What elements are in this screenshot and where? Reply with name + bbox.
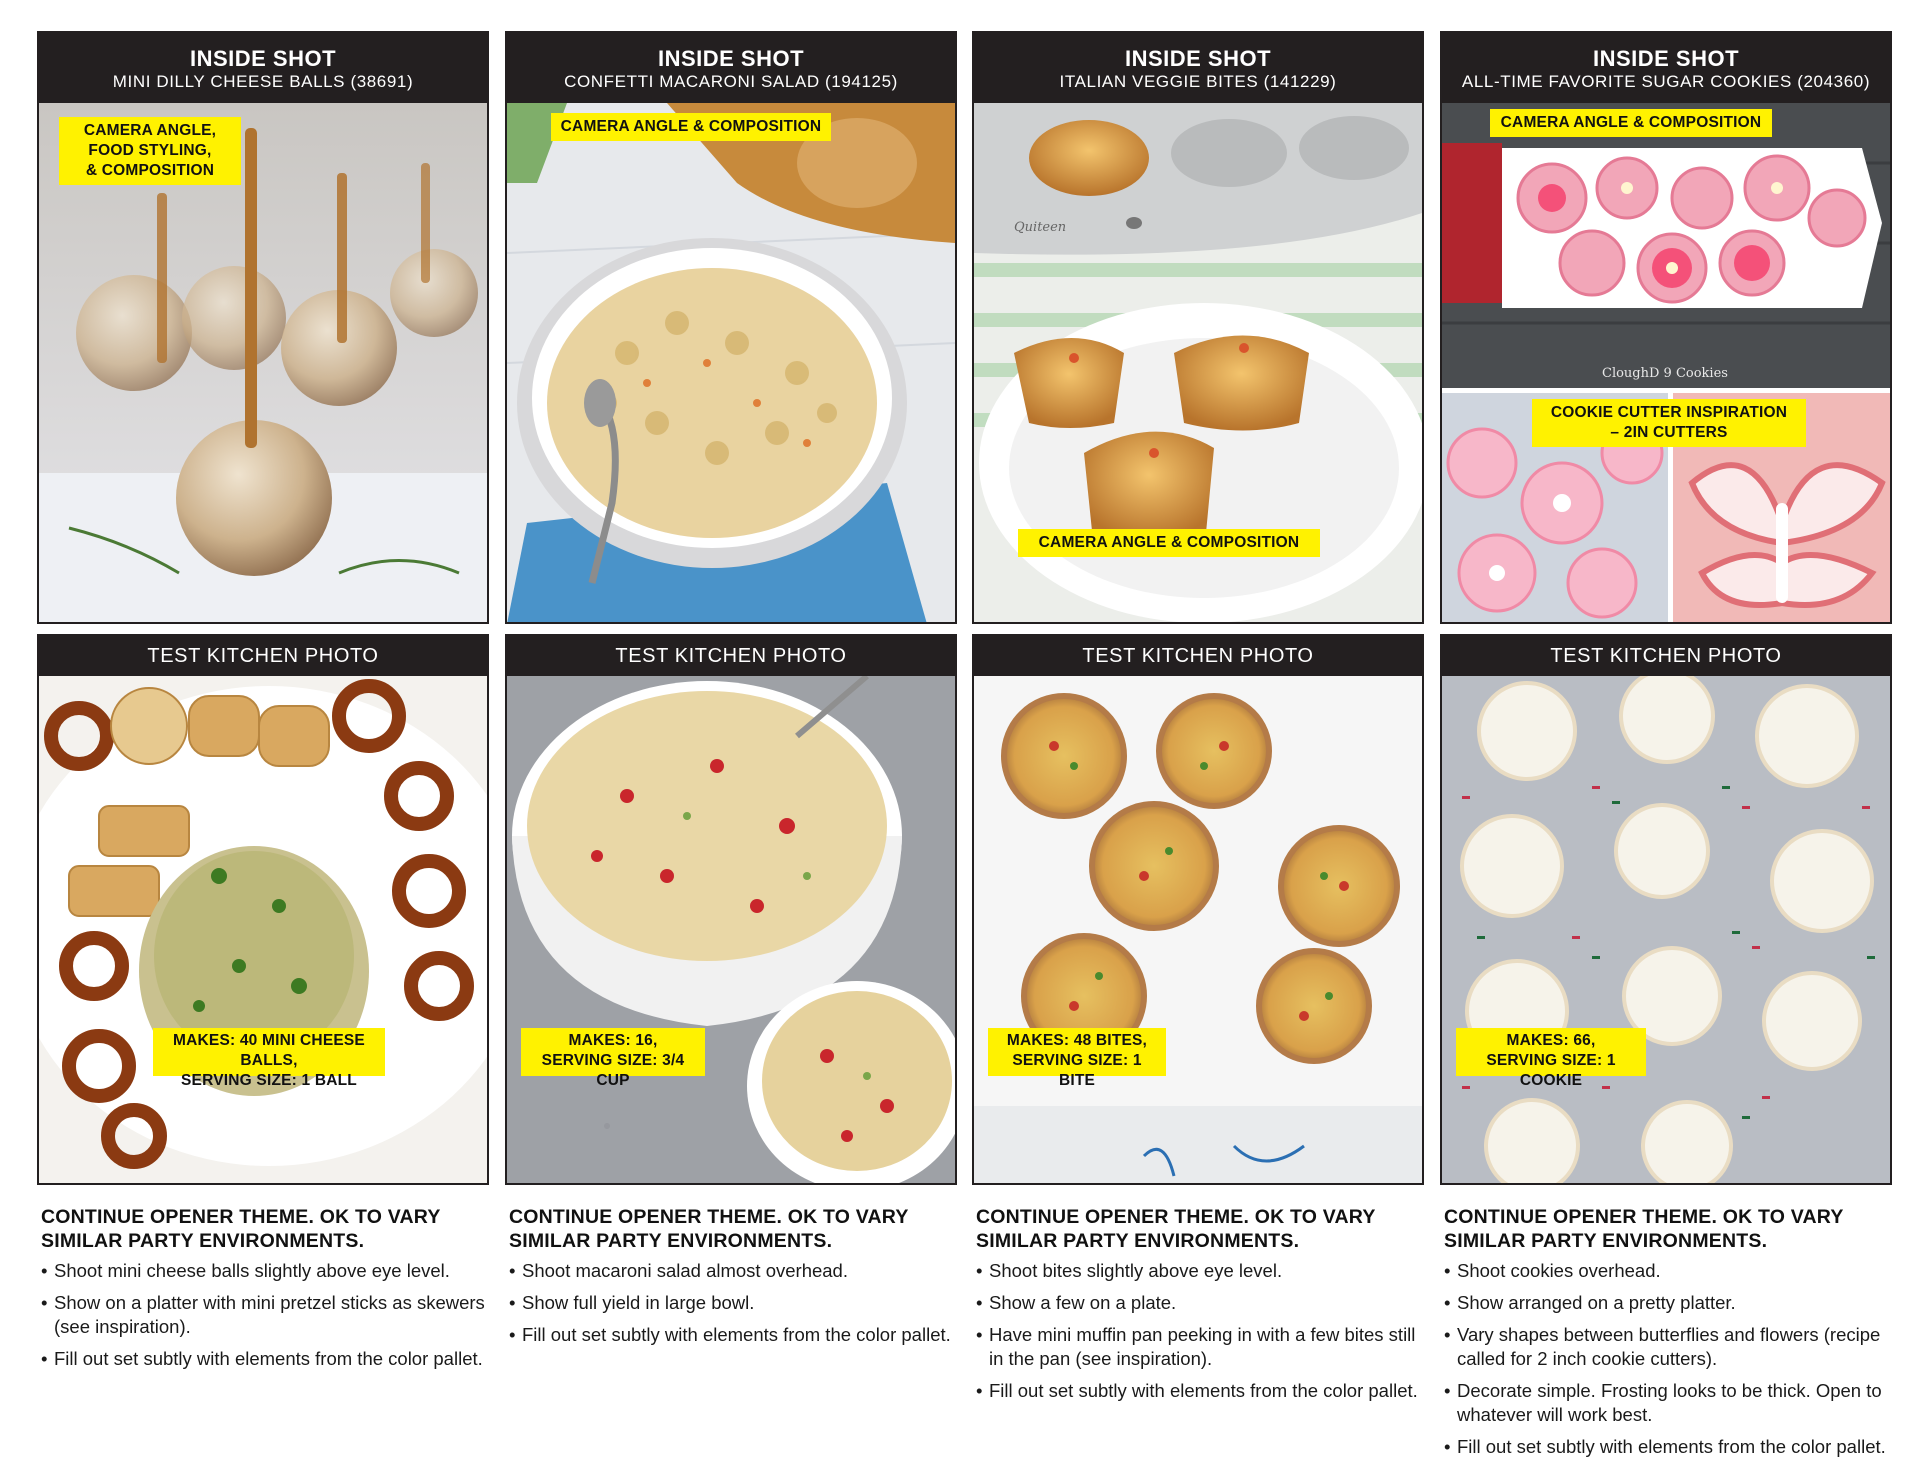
card-heading: TEST KITCHEN PHOTO <box>147 645 379 667</box>
test-kitchen-photo <box>974 676 1422 1183</box>
note-item: • Shoot bites slightly above eye level. <box>976 1259 1424 1283</box>
tag-text: CAMERA ANGLE & COMPOSITION <box>1500 114 1762 131</box>
note-item: • Fill out set subtly with elements from the color pallet. <box>1444 1435 1892 1459</box>
card-subtitle: ALL-TIME FAVORITE SUGAR COOKIES (204360) <box>1461 72 1871 91</box>
inside-shot-card <box>972 31 1424 624</box>
test-kitchen-card <box>1440 634 1892 1185</box>
card-header <box>1442 33 1890 103</box>
card-header <box>39 636 487 676</box>
yield-serving: SERVING SIZE: 3/4 CUP <box>541 1052 685 1089</box>
card-heading: INSIDE SHOT <box>1124 46 1272 71</box>
notes-lead: CONTINUE OPENER THEME. OK TO VARY SIMILAR PARTY ENVIRONMENTS. <box>1444 1206 1844 1252</box>
yield-serving: SERVING SIZE: 1 BITE <box>1012 1052 1142 1089</box>
yield-tag <box>1456 1028 1646 1089</box>
card-header <box>974 636 1422 676</box>
card-header <box>507 636 955 676</box>
inspiration-photo <box>39 103 487 622</box>
note-item: • Show full yield in large bowl. <box>509 1291 957 1315</box>
inside-shot-card <box>1440 31 1892 624</box>
styling-notes <box>37 1205 489 1371</box>
test-kitchen-card <box>505 634 957 1185</box>
styling-notes <box>1440 1205 1892 1459</box>
yield-serving: SERVING SIZE: 1 COOKIE <box>1486 1052 1616 1089</box>
card-subtitle: CONFETTI MACARONI SALAD (194125) <box>564 72 898 91</box>
column-cheese-balls <box>37 31 489 1379</box>
notes-lead: CONTINUE OPENER THEME. OK TO VARY SIMILAR PARTY ENVIRONMENTS. <box>509 1206 909 1252</box>
test-kitchen-photo <box>1442 676 1890 1183</box>
notes-list <box>37 1259 489 1371</box>
note-item: • Have mini muffin pan peeking in with a few bites still in the pan (see inspiration). <box>976 1323 1424 1371</box>
column-sugar-cookies <box>1440 31 1892 1467</box>
notes-lead: CONTINUE OPENER THEME. OK TO VARY SIMILAR PARTY ENVIRONMENTS. <box>41 1206 441 1252</box>
yield-makes: MAKES: 48 BITES, <box>1006 1032 1148 1049</box>
direction-tag <box>1018 529 1320 557</box>
column-macaroni-salad <box>505 31 957 1355</box>
note-item: • Fill out set subtly with elements from the color pallet. <box>41 1347 489 1371</box>
card-heading: TEST KITCHEN PHOTO <box>1550 645 1782 667</box>
notes-list <box>505 1259 957 1347</box>
card-subtitle: ITALIAN VEGGIE BITES (141229) <box>1059 72 1337 91</box>
card-heading: INSIDE SHOT <box>1592 46 1740 71</box>
note-item: • Shoot mini cheese balls slightly above eye level. <box>41 1259 489 1283</box>
notes-lead: CONTINUE OPENER THEME. OK TO VARY SIMILAR PARTY ENVIRONMENTS. <box>976 1206 1376 1252</box>
inside-shot-card <box>37 31 489 624</box>
cutter-inspiration-tag <box>1532 399 1806 447</box>
styling-notes <box>972 1205 1424 1403</box>
card-heading: INSIDE SHOT <box>657 46 805 71</box>
inspiration-photo <box>1442 103 1890 622</box>
card-header <box>39 33 487 103</box>
card-heading: TEST KITCHEN PHOTO <box>615 645 847 667</box>
direction-tag <box>1490 109 1772 137</box>
tag-text: CAMERA ANGLE, FOOD STYLING, & COMPOSITION <box>83 122 217 179</box>
yield-makes: MAKES: 16, <box>568 1032 658 1049</box>
column-veggie-bites <box>972 31 1424 1411</box>
card-header <box>974 33 1422 103</box>
direction-tag <box>59 117 241 185</box>
note-item: • Show on a platter with mini pretzel sticks as skewers (see inspiration). <box>41 1291 489 1339</box>
note-item: • Decorate simple. Frosting looks to be thick. Open to whatever will work best. <box>1444 1379 1892 1427</box>
card-header <box>1442 636 1890 676</box>
test-kitchen-photo <box>39 676 487 1183</box>
inspiration-photo <box>507 103 955 622</box>
tag-text: COOKIE CUTTER INSPIRATION – 2IN CUTTERS <box>1550 404 1788 441</box>
inside-shot-card <box>505 31 957 624</box>
tag-text: CAMERA ANGLE & COMPOSITION <box>1038 534 1300 551</box>
card-header <box>507 33 955 103</box>
card-subtitle: MINI DILLY CHEESE BALLS (38691) <box>112 72 414 91</box>
card-heading: TEST KITCHEN PHOTO <box>1082 645 1314 667</box>
yield-tag <box>521 1028 705 1089</box>
notes-list <box>972 1259 1424 1403</box>
watermark-text: CloughD 9 Cookies <box>1602 366 1728 381</box>
yield-makes: MAKES: 40 MINI CHEESE BALLS, <box>173 1032 365 1069</box>
direction-tag <box>551 113 831 141</box>
note-item: • Fill out set subtly with elements from the color pallet. <box>509 1323 957 1347</box>
tag-text: CAMERA ANGLE & COMPOSITION <box>560 118 822 135</box>
yield-tag <box>153 1028 385 1089</box>
note-item: • Show arranged on a pretty platter. <box>1444 1291 1892 1315</box>
note-item: • Shoot cookies overhead. <box>1444 1259 1892 1283</box>
notes-list <box>1440 1259 1892 1459</box>
styling-notes <box>505 1205 957 1347</box>
yield-serving: SERVING SIZE: 1 BALL <box>181 1072 357 1089</box>
yield-makes: MAKES: 66, <box>1506 1032 1596 1049</box>
card-heading: INSIDE SHOT <box>189 46 337 71</box>
test-kitchen-card <box>37 634 489 1185</box>
note-item: • Fill out set subtly with elements from the color pallet. <box>976 1379 1424 1403</box>
yield-tag <box>988 1028 1166 1089</box>
note-item: • Shoot macaroni salad almost overhead. <box>509 1259 957 1283</box>
note-item: • Show a few on a plate. <box>976 1291 1424 1315</box>
inspiration-photo <box>974 103 1422 622</box>
pan-brand-text: Quiteen <box>1014 220 1067 235</box>
test-kitchen-photo <box>507 676 955 1183</box>
note-item: • Vary shapes between butterflies and flowers (recipe called for 2 inch cookie cutters). <box>1444 1323 1892 1371</box>
test-kitchen-card <box>972 634 1424 1185</box>
